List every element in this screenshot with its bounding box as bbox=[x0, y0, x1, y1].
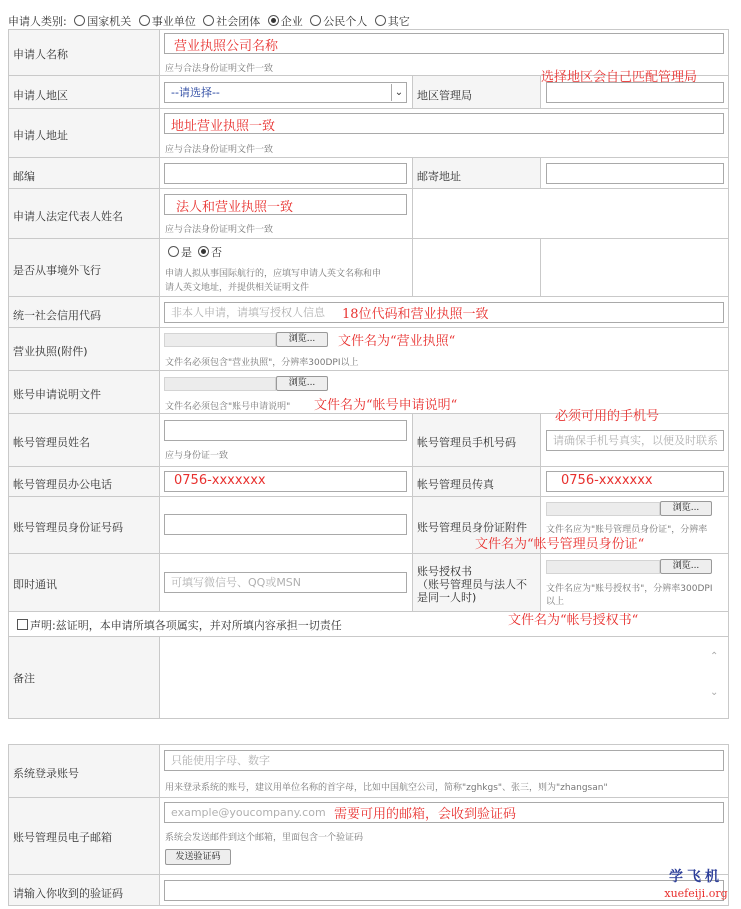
email-input[interactable]: example@youcompany.com bbox=[164, 802, 724, 823]
credit-label-cell bbox=[8, 296, 160, 328]
region-note: 选择地区会自己匹配管理局 bbox=[541, 70, 698, 85]
radio-social-group[interactable]: 社会团体 bbox=[203, 15, 260, 28]
region-select[interactable]: --请选择-- bbox=[164, 82, 407, 103]
scroll-down-icon[interactable]: ⌄ bbox=[710, 687, 719, 698]
watermark-logo bbox=[662, 866, 730, 900]
zip-label-cell bbox=[8, 157, 160, 189]
foreign-label-cell bbox=[8, 238, 160, 297]
radio-institution[interactable]: 事业单位 bbox=[139, 15, 196, 28]
login-hint: 用来登录系统的账号，建议用单位名称的首字母，比如中国航空公司，简称"zghkgs"、张三，则为"zhangsan" bbox=[165, 783, 608, 793]
im-label-cell bbox=[8, 553, 160, 612]
radio-enterprise[interactable]: 企业 bbox=[268, 15, 303, 28]
admin-id-label: 账号管理员身份证号码 bbox=[13, 521, 123, 534]
mgmt-input[interactable] bbox=[546, 82, 724, 103]
legal-rep-label-cell bbox=[8, 188, 160, 239]
radio-other[interactable]: 其它 bbox=[375, 15, 410, 28]
email-field-cell bbox=[159, 797, 729, 875]
account-doc-hint: 文件名必须包含"账号申请说明" bbox=[165, 402, 291, 412]
scroll-up-icon[interactable]: ⌃ bbox=[710, 651, 719, 662]
declaration-text: 声明:兹证明，本申请所填各项属实，并对所填内容承担一切责任 bbox=[30, 619, 342, 632]
name-label: 申请人名称 bbox=[13, 48, 68, 61]
chevron-down-icon[interactable]: ⌄ bbox=[391, 84, 406, 101]
admin-phone-input[interactable]: 请确保手机号真实，以便及时联系 bbox=[546, 430, 724, 451]
auth-file-field[interactable] bbox=[546, 560, 660, 574]
code-input[interactable] bbox=[164, 880, 724, 901]
zip-field-cell bbox=[159, 157, 413, 189]
fax-label: 帐号管理员传真 bbox=[417, 478, 494, 491]
office-field-cell bbox=[159, 466, 413, 497]
im-input[interactable]: 可填写微信号、QQ或MSN bbox=[164, 572, 407, 593]
region-label-cell bbox=[8, 75, 160, 109]
credit-code-input[interactable]: 非本人申请，请填写授权人信息 bbox=[164, 302, 724, 323]
auth-hint-2: 以上 bbox=[546, 597, 565, 607]
auth-note: 文件名为“帐号授权书“ bbox=[508, 613, 639, 628]
email-label-cell bbox=[8, 797, 160, 875]
mail-label-cell bbox=[412, 157, 541, 189]
address-hint: 应与合法身份证明文件一致 bbox=[165, 145, 274, 155]
legal-rep-label: 申请人法定代表人姓名 bbox=[13, 210, 123, 223]
foreign-hint-2: 请人英文地址，并提供相关证明文件 bbox=[165, 283, 310, 293]
fax-value: 0756-xxxxxxx bbox=[561, 473, 653, 488]
fax-field-cell bbox=[540, 466, 729, 497]
foreign-empty-2 bbox=[540, 238, 729, 297]
auth-browse-button[interactable]: 浏览... bbox=[660, 559, 712, 574]
region-field-cell bbox=[159, 75, 413, 109]
login-label-cell bbox=[8, 744, 160, 798]
email-label: 账号管理员电子邮箱 bbox=[13, 831, 112, 844]
credit-field-cell bbox=[159, 296, 729, 328]
auth-label-cell bbox=[412, 553, 541, 612]
license-file-field[interactable] bbox=[164, 333, 276, 347]
id-attach-hint: 文件名应为"账号管理员身份证"，分辨率 bbox=[546, 525, 708, 535]
zip-label: 邮编 bbox=[13, 170, 35, 183]
code-field-cell bbox=[159, 874, 729, 906]
auth-label-2: （账号管理员与法人不 bbox=[417, 578, 527, 591]
legal-rep-hint: 应与合法身份证明文件一致 bbox=[165, 225, 274, 235]
radio-citizen[interactable]: 公民个人 bbox=[310, 15, 367, 28]
foreign-hint-1: 申请人拟从事国际航行的，应填写申请人英文名称和申 bbox=[165, 269, 382, 279]
admin-phone-label: 帐号管理员手机号码 bbox=[417, 436, 516, 449]
office-label-cell bbox=[8, 466, 160, 497]
id-attach-file-field[interactable] bbox=[546, 502, 660, 516]
remarks-label-cell bbox=[8, 636, 160, 719]
login-field-cell bbox=[159, 744, 729, 798]
login-input[interactable]: 只能使用字母、数字 bbox=[164, 750, 724, 771]
address-label-cell bbox=[8, 108, 160, 158]
admin-name-hint: 应与身份证一致 bbox=[165, 451, 229, 461]
remarks-textarea[interactable] bbox=[160, 637, 728, 718]
email-hint: 系统会发送邮件到这个邮箱，里面包含一个验证码 bbox=[165, 833, 364, 843]
im-field-cell bbox=[159, 553, 413, 612]
legal-rep-field-cell bbox=[159, 188, 413, 239]
email-note: 需要可用的邮箱，会收到验证码 bbox=[334, 807, 517, 822]
code-label-cell bbox=[8, 874, 160, 906]
license-hint: 文件名必须包含"营业执照"，分辨率300DPI以上 bbox=[165, 358, 359, 368]
account-doc-label-cell bbox=[8, 370, 160, 414]
account-doc-browse-button[interactable]: 浏览... bbox=[276, 376, 328, 391]
legal-rep-empty-cell bbox=[412, 188, 729, 239]
admin-id-label-cell bbox=[8, 496, 160, 554]
region-label: 申请人地区 bbox=[13, 89, 68, 102]
admin-id-input[interactable] bbox=[164, 514, 407, 535]
admin-phone-note: 必须可用的手机号 bbox=[555, 409, 660, 424]
remarks-field-cell bbox=[159, 636, 729, 719]
license-browse-button[interactable]: 浏览... bbox=[276, 332, 328, 347]
credit-label: 统一社会信用代码 bbox=[13, 309, 101, 322]
foreign-empty-1 bbox=[412, 238, 541, 297]
radio-yes[interactable]: 是 bbox=[168, 244, 192, 260]
license-label: 营业执照(附件) bbox=[13, 345, 88, 358]
im-label: 即时通讯 bbox=[13, 578, 57, 591]
auth-field-cell bbox=[540, 553, 729, 612]
foreign-label: 是否从事境外飞行 bbox=[13, 264, 101, 277]
admin-phone-label-cell bbox=[412, 413, 541, 467]
send-code-button[interactable]: 发送验证码 bbox=[165, 849, 231, 865]
applicant-type-label: 申请人类别: bbox=[8, 15, 67, 28]
license-field-cell bbox=[159, 327, 729, 371]
auth-label-3: 是同一人时) bbox=[417, 591, 477, 604]
remarks-label: 备注 bbox=[13, 672, 35, 685]
id-attach-browse-button[interactable]: 浏览... bbox=[660, 501, 712, 516]
declaration-checkbox[interactable] bbox=[17, 619, 28, 630]
account-doc-file-field[interactable] bbox=[164, 377, 276, 391]
name-hint: 应与合法身份证明文件一致 bbox=[165, 64, 274, 74]
office-phone-value: 0756-xxxxxxx bbox=[174, 473, 266, 488]
login-label: 系统登录账号 bbox=[13, 767, 79, 780]
radio-gov[interactable]: 国家机关 bbox=[74, 15, 131, 28]
foreign-field-cell bbox=[159, 238, 413, 297]
applicant-name-value: 营业执照公司名称 bbox=[174, 39, 279, 54]
code-label: 请输入你收到的验证码 bbox=[13, 887, 123, 900]
watermark-cn: 学飞机 bbox=[669, 869, 723, 885]
fax-label-cell bbox=[412, 466, 541, 497]
credit-note: 18位代码和营业执照一致 bbox=[342, 307, 489, 322]
applicant-type-row bbox=[8, 13, 410, 29]
watermark-url: xuefeiji.org bbox=[664, 887, 728, 900]
admin-name-input[interactable] bbox=[164, 420, 407, 441]
license-note: 文件名为“营业执照“ bbox=[338, 334, 456, 349]
admin-name-label: 帐号管理员姓名 bbox=[13, 436, 90, 449]
mail-label: 邮寄地址 bbox=[417, 170, 461, 183]
legal-rep-value: 法人和营业执照一致 bbox=[176, 200, 294, 215]
id-attach-label: 账号管理员身份证附件 bbox=[417, 521, 527, 534]
account-doc-label: 账号申请说明文件 bbox=[13, 388, 101, 401]
office-label: 帐号管理员办公电话 bbox=[13, 478, 112, 491]
admin-name-field-cell bbox=[159, 413, 413, 467]
zip-input[interactable] bbox=[164, 163, 407, 184]
address-value: 地址营业执照一致 bbox=[171, 119, 276, 134]
mgmt-label: 地区管理局 bbox=[417, 89, 472, 102]
license-label-cell bbox=[8, 327, 160, 371]
mail-field-cell bbox=[540, 157, 729, 189]
auth-hint-1: 文件名应为"账号授权书"，分辨率300DPI bbox=[546, 584, 713, 594]
admin-id-field-cell bbox=[159, 496, 413, 554]
radio-no[interactable]: 否 bbox=[198, 244, 222, 260]
mgmt-label-cell bbox=[412, 75, 541, 109]
address-label: 申请人地址 bbox=[13, 129, 68, 142]
account-doc-note: 文件名为“帐号申请说明“ bbox=[314, 398, 458, 413]
name-label-cell bbox=[8, 29, 160, 76]
mail-input[interactable] bbox=[546, 163, 724, 184]
admin-name-label-cell bbox=[8, 413, 160, 467]
auth-label-1: 账号授权书 bbox=[417, 565, 472, 578]
id-attach-note: 文件名为“帐号管理员身份证“ bbox=[475, 537, 645, 552]
address-field-cell bbox=[159, 108, 729, 158]
